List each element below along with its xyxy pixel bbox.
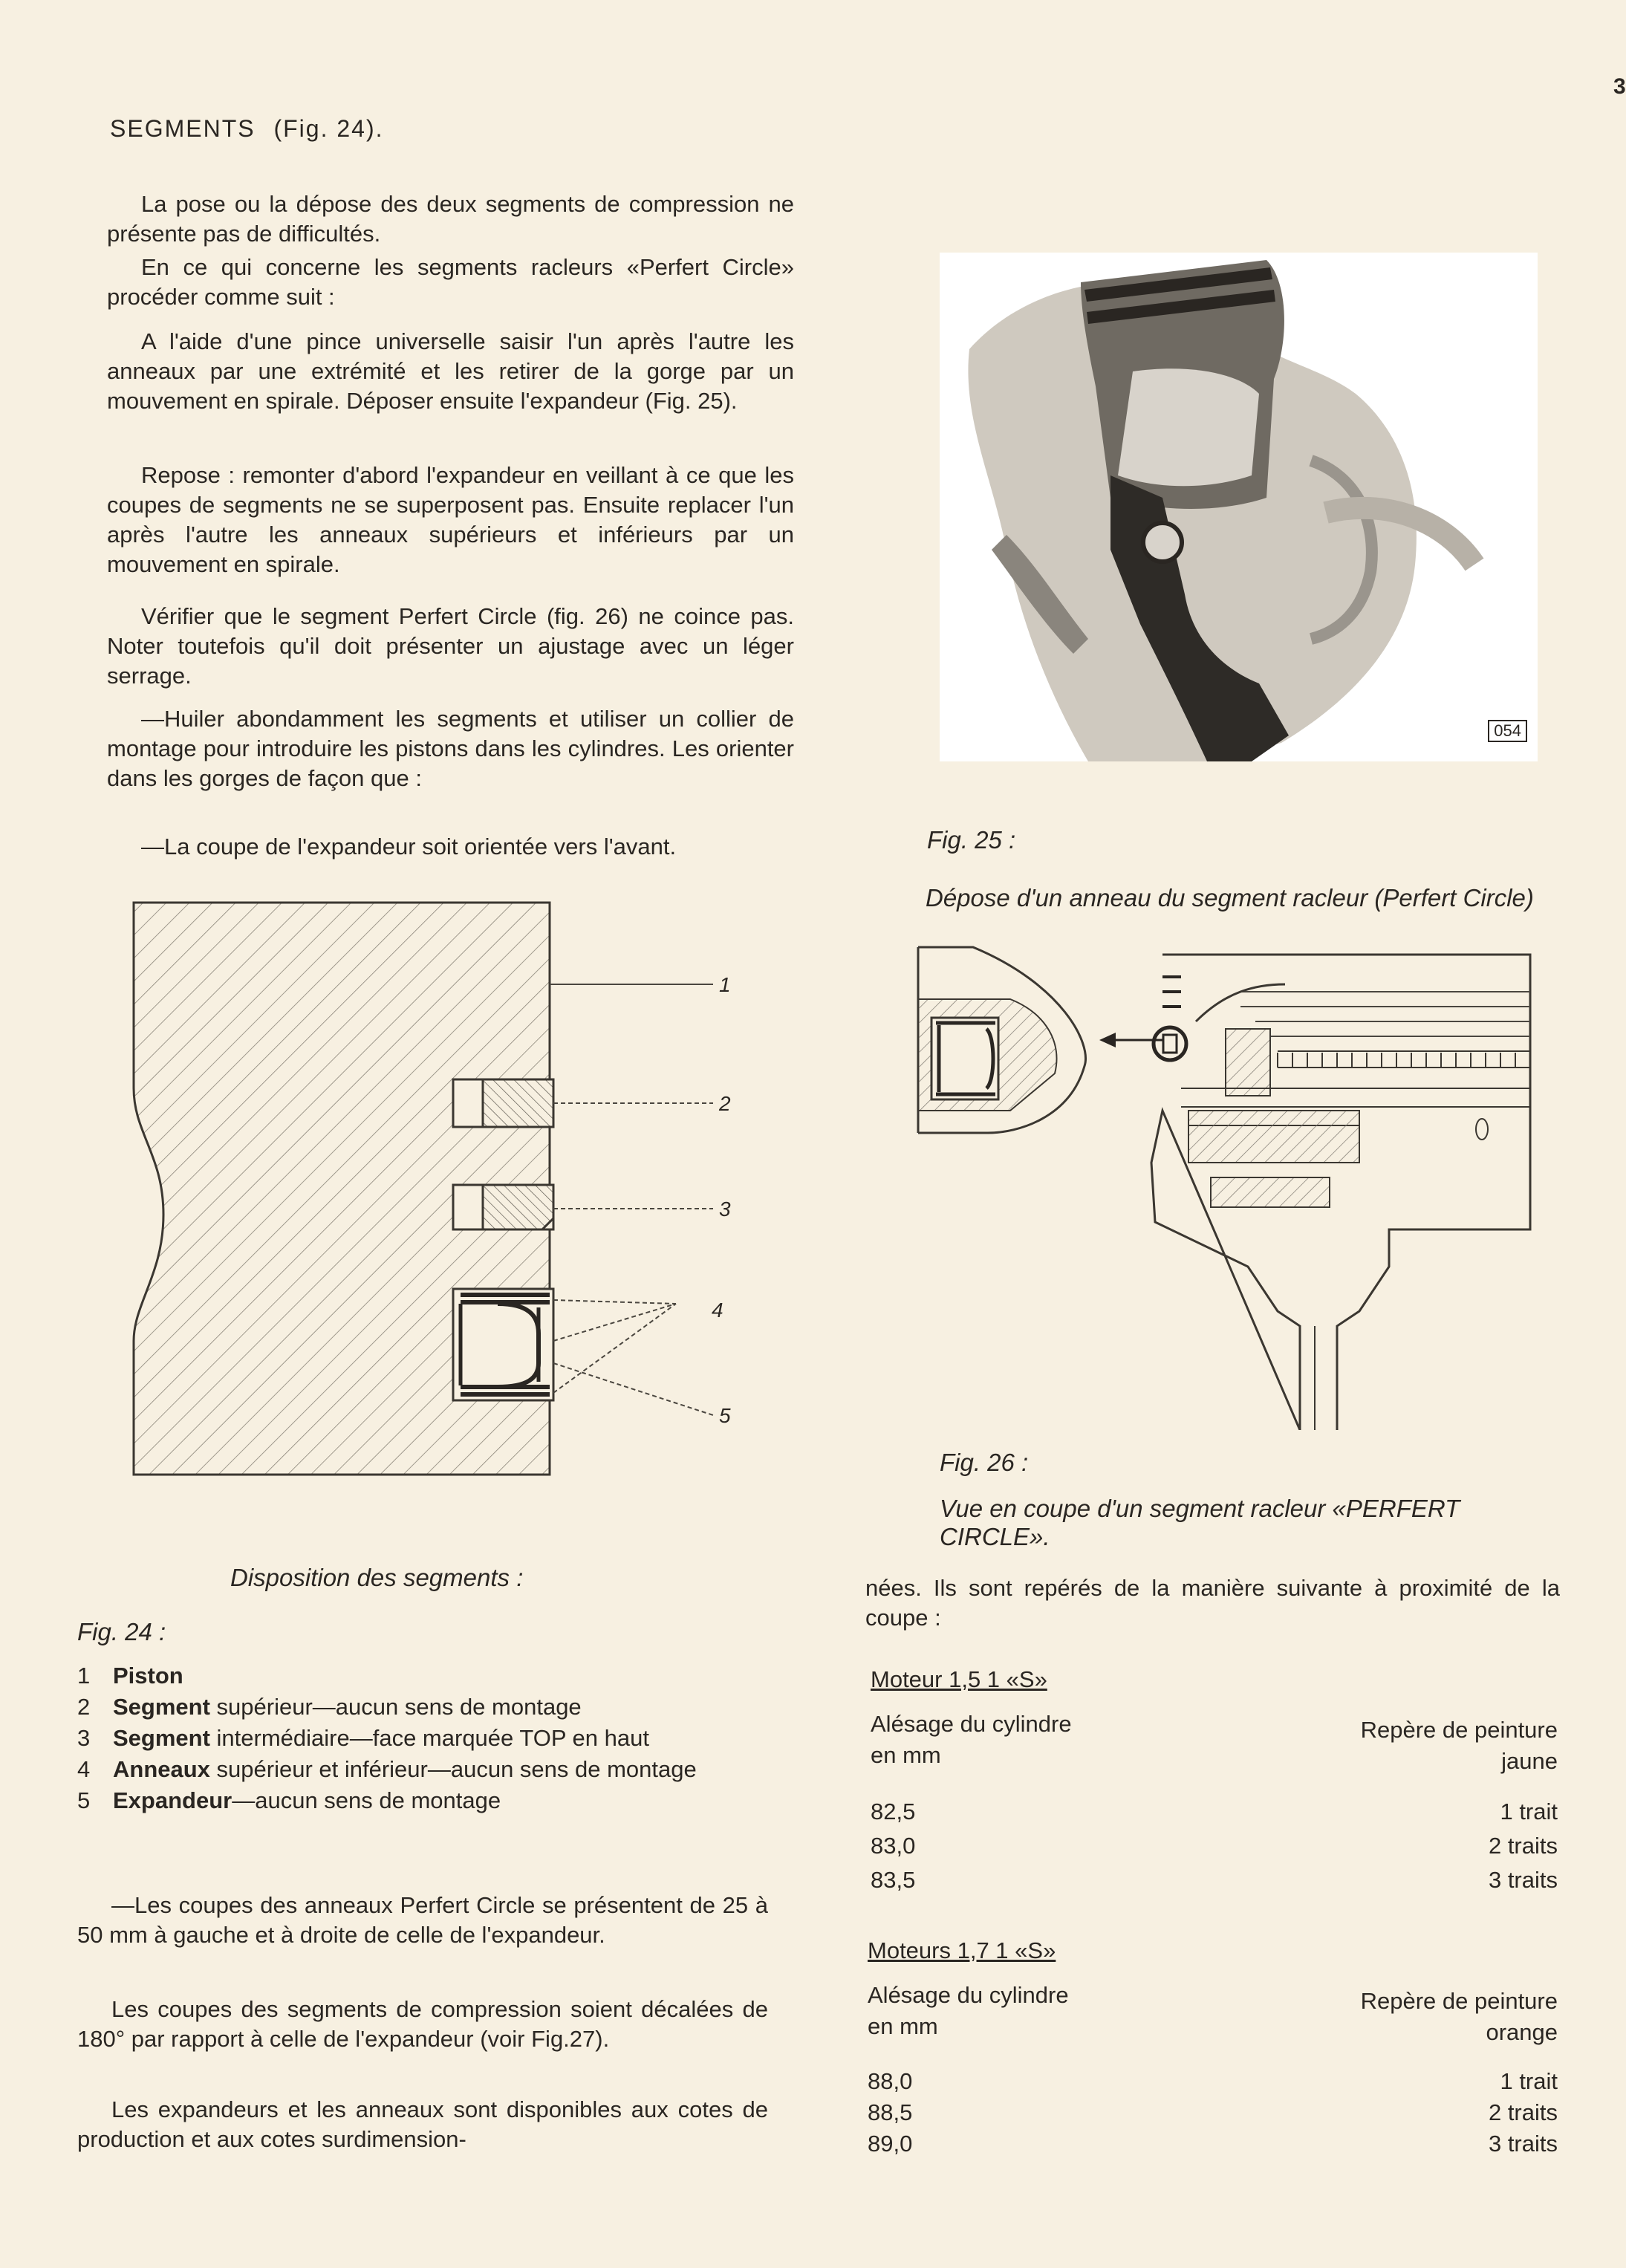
paragraph-repose: Repose : remonter d'abord l'expandeur en veillant à ce que les coupes de segments ne se superposent pas. Ensuite replacer l'un après l'autre les anneaux supérieurs et inférieurs par un mouvement en spirale. [107, 462, 794, 577]
fig25-caption: Dépose d'un anneau du segment racleur (Perfert Circle) [926, 884, 1534, 912]
paragraph-coupes-compression: Les coupes des segments de compression soient décalées de 180° par rapport à celle de l'expandeur (voir Fig.27). [77, 1996, 768, 2052]
fig25-photo [940, 253, 1538, 761]
fig26-label: Fig. 26 : [940, 1449, 1029, 1476]
table-title: Moteurs 1,7 1 «S» [868, 1937, 1056, 1963]
fig26-caption: Vue en coupe d'un segment racleur «PERFERT CIRCLE». [940, 1495, 1460, 1550]
section-heading-title: SEGMENTS [110, 115, 256, 142]
fig24-label: Fig. 24 : [77, 1618, 166, 1645]
fig24-ring-diagram [111, 888, 780, 1504]
table-header-bore: Alésage du cylindre en mm [868, 1982, 1069, 2039]
table-row: 82,5 1 trait [871, 1799, 1558, 1825]
callout-2: 2 [719, 1092, 731, 1115]
paragraph-pince: A l'aide d'une pince universelle saisir l'un après l'autre les anneaux par une extrémité et les retirer de la gorge par un mouvement en spirale. Déposer ensuite l'expandeur (Fig. 25). [107, 328, 794, 414]
table-header-mark: Repère de peinture orange [1360, 1988, 1558, 2045]
fig24-title: Disposition des segments : [230, 1564, 524, 1591]
paragraph-verifier: Vérifier que le segment Perfert Circle (fig. 26) ne coince pas. Noter toutefois qu'il doit présenter un ajustage avec un léger serrage. [107, 603, 794, 689]
photo-code-label: 054 [1488, 720, 1527, 742]
paragraph-coupes-anneaux: —Les coupes des anneaux Perfert Circle se présentent de 25 à 50 mm à gauche et à droite de celle de l'expandeur. [77, 1892, 768, 1948]
fig25-label: Fig. 25 : [927, 826, 1016, 854]
paragraph-racleurs: En ce qui concerne les segments racleurs «Perfert Circle» procéder comme suit : [107, 254, 794, 310]
legend-item: 2 Segment supérieur—aucun sens de montage [77, 1694, 582, 1720]
legend-item: 5 Expandeur—aucun sens de montage [77, 1787, 501, 1813]
table-moteurs-1-7 [868, 1935, 1558, 2160]
paragraph-disponibles: Les expandeurs et les anneaux sont disponibles aux cotes de production et aux cotes surdimension- [77, 2096, 768, 2152]
section-heading-ref: (Fig. 24). [273, 115, 384, 142]
table-header-bore: Alésage du cylindre en mm [871, 1711, 1072, 1768]
table-title: Moteur 1,5 1 «S» [871, 1666, 1047, 1692]
page-number: 3 [1613, 74, 1626, 99]
callout-3: 3 [719, 1198, 731, 1221]
legend-item: 4 Anneaux supérieur et inférieur—aucun sens de montage [77, 1756, 697, 1782]
fig24-legend [77, 1660, 764, 1816]
table-row: 89,0 3 traits [868, 2131, 1558, 2157]
callout-1: 1 [719, 973, 731, 996]
paragraph-reperes-intro: nées. Ils sont repérés de la manière suivante à proximité de la coupe : [865, 1575, 1560, 1631]
callout-5: 5 [719, 1404, 731, 1427]
table-header-mark: Repère de peinture jaune [1360, 1717, 1558, 1774]
paragraph-pose-depose: La pose ou la dépose des deux segments de compression ne présente pas de difficultés. [107, 191, 794, 247]
legend-item: 3 Segment intermédiaire—face marquée TOP en haut [77, 1725, 649, 1751]
paragraph-huiler: —Huiler abondamment les segments et utiliser un collier de montage pour introduire les pistons dans les cylindres. Les orienter dans les gorges de façon que : [107, 706, 794, 791]
table-row: 88,0 1 trait [868, 2068, 1558, 2094]
table-row: 83,5 3 traits [871, 1867, 1558, 1893]
table-row: 88,5 2 traits [868, 2099, 1558, 2125]
legend-item: 1 Piston [77, 1663, 183, 1689]
section-heading [110, 115, 384, 143]
paragraph-coupe-expandeur: —La coupe de l'expandeur soit orientée vers l'avant. [141, 834, 677, 860]
fig26-section-drawing [914, 940, 1567, 1430]
table-row: 83,0 2 traits [871, 1833, 1558, 1859]
table-moteur-1-5 [871, 1664, 1558, 1897]
callout-4: 4 [712, 1299, 723, 1322]
